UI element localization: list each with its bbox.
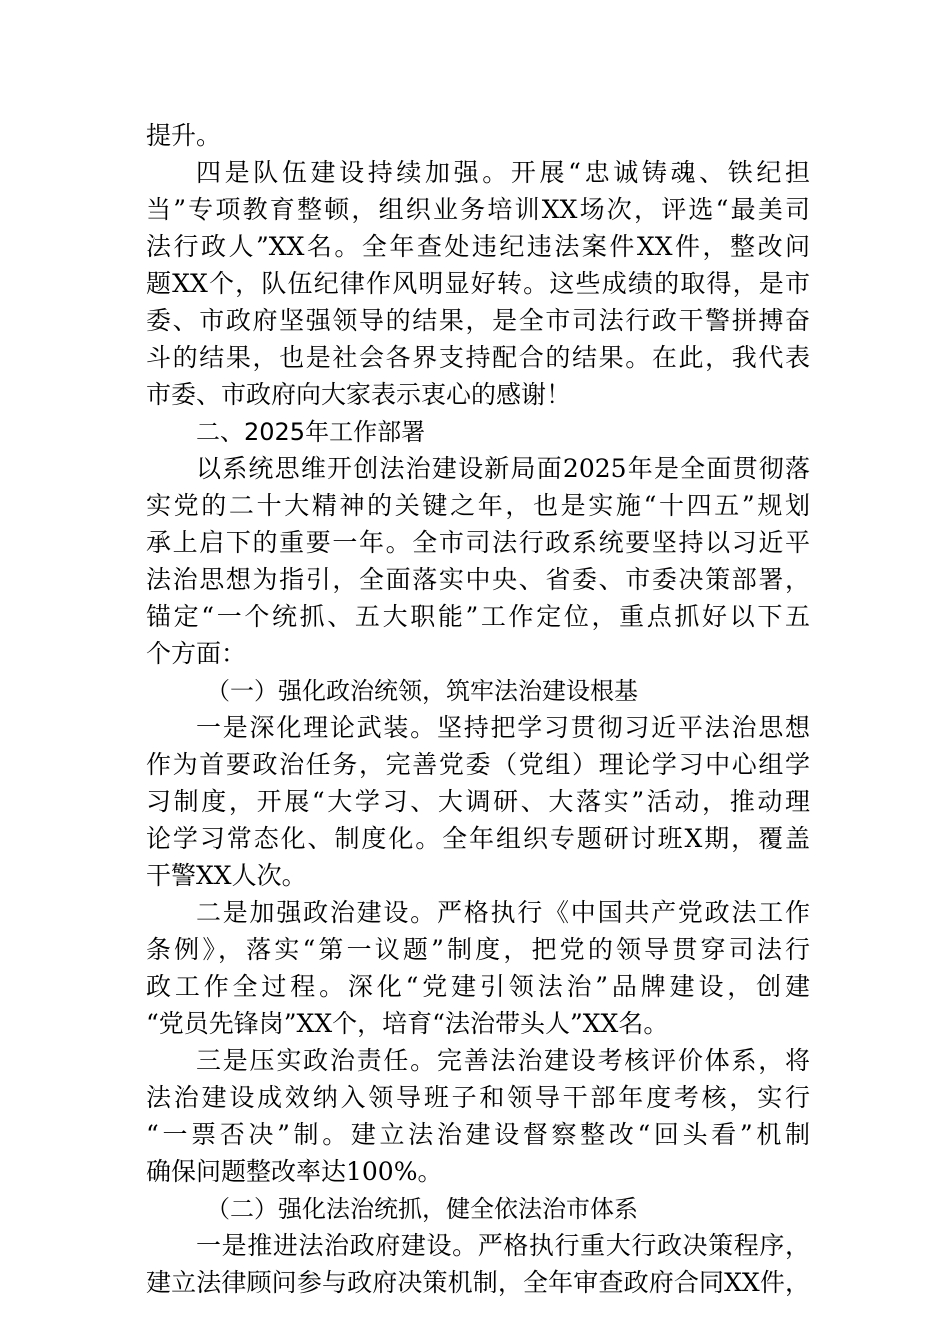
section-heading: 二、2025年工作部署 bbox=[196, 418, 426, 446]
paragraph-line: 政工作全过程。深化“党建引领法治”品牌建设，创建 bbox=[146, 972, 810, 1001]
paragraph-line: 委、市政府坚强领导的结果，是全市司法行政干警拼搏奋 bbox=[146, 306, 810, 335]
paragraph-line: 干警XX人次。 bbox=[146, 861, 307, 890]
paragraph-line: 以系统思维开创法治建设新局面2025年是全面贯彻落 bbox=[196, 454, 810, 483]
paragraph-line: 习制度，开展“大学习、大调研、大落实”活动，推动理 bbox=[146, 787, 810, 816]
paragraph-line: 论学习常态化、制度化。全年组织专题研讨班X期，覆盖 bbox=[146, 824, 810, 853]
paragraph-line: “一票否决”制。建立法治建设督察整改“回头看”机制 bbox=[146, 1120, 810, 1149]
paragraph-line: 市委、市政府向大家表示衷心的感谢！ bbox=[146, 380, 572, 409]
paragraph-line: 承上启下的重要一年。全市司法行政系统要坚持以习近平 bbox=[146, 528, 810, 557]
paragraph-line: 三是压实政治责任。完善法治建设考核评价体系，将 bbox=[196, 1046, 810, 1075]
paragraph-line: 锚定“一个统抓、五大职能”工作定位，重点抓好以下五 bbox=[146, 602, 810, 631]
paragraph-line: 条例》，落实“第一议题”制度，把党的领导贯穿司法行 bbox=[146, 935, 810, 964]
paragraph-line: 法行政人”XX名。全年查处违纪违法案件XX件，整改问 bbox=[146, 232, 810, 261]
paragraph-line: 个方面： bbox=[146, 639, 247, 668]
paragraph-line: 确保问题整改率达100%。 bbox=[146, 1157, 443, 1186]
paragraph-line: 作为首要政治任务，完善党委（党组）理论学习中心组学 bbox=[146, 750, 810, 779]
paragraph-line: 二是加强政治建设。严格执行《中国共产党政法工作 bbox=[196, 898, 810, 927]
subsection-heading: （一）强化政治统领，筑牢法治建设根基 bbox=[206, 677, 638, 705]
paragraph-line: 建立法律顾问参与政府决策机制，全年审查政府合同XX件， bbox=[146, 1268, 810, 1297]
paragraph-line: 题XX个，队伍纪律作风明显好转。这些成绩的取得，是市 bbox=[146, 269, 810, 298]
paragraph-line: 提升。 bbox=[146, 121, 222, 150]
paragraph-line: 斗的结果，也是社会各界支持配合的结果。在此，我代表 bbox=[146, 343, 810, 372]
paragraph-line: “党员先锋岗”XX个，培育“法治带头人”XX名。 bbox=[146, 1009, 669, 1038]
subsection-heading: （二）强化法治统抓，健全依法治市体系 bbox=[206, 1195, 638, 1223]
paragraph-line: 四是队伍建设持续加强。开展“忠诚铸魂、铁纪担 bbox=[196, 158, 810, 187]
paragraph-line: 实党的二十大精神的关键之年，也是实施“十四五”规划 bbox=[146, 491, 810, 520]
paragraph-line: 法治思想为指引，全面落实中央、省委、市委决策部署， bbox=[146, 565, 810, 594]
paragraph-line: 一是深化理论武装。坚持把学习贯彻习近平法治思想 bbox=[196, 713, 810, 742]
paragraph-line: 法治建设成效纳入领导班子和领导干部年度考核，实行 bbox=[146, 1083, 810, 1112]
paragraph-line: 一是推进法治政府建设。严格执行重大行政决策程序， bbox=[196, 1231, 810, 1260]
paragraph-line: 当”专项教育整顿，组织业务培训XX场次，评选“最美司 bbox=[146, 195, 810, 224]
